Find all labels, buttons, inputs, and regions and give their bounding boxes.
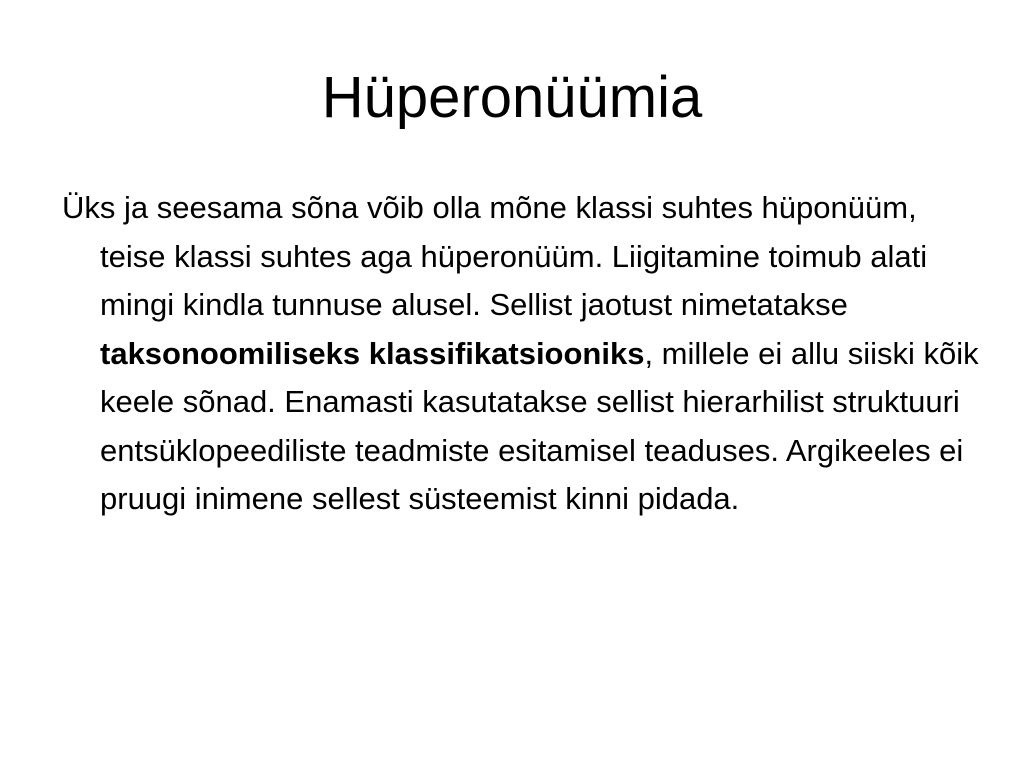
slide-title: Hüperonüümia	[321, 65, 703, 130]
body-text-part-2: , millele ei allu siiski kõik keele sõnad. Enamasti kasutatakse sellist hierarhilist struktuuri entsüklopeediliste teadmiste esitamisel teaduses. Argikeeles ei pruugi inimene sellest süsteemist kinni pidada.	[100, 335, 979, 516]
body-text-part-1: Üks ja seesama sõna võib olla mõne klassi suhtes hüponüüm, teise klassi suhtes aga hüperonüüm. Liigitamine toimub alati mingi kindla tunnuse alusel. Sellist jaotust nimetatakse	[62, 190, 928, 322]
slide-body-paragraph	[62, 184, 980, 524]
body-term-bold: taksonoomiliseks klassifikatsiooniks	[100, 335, 645, 371]
